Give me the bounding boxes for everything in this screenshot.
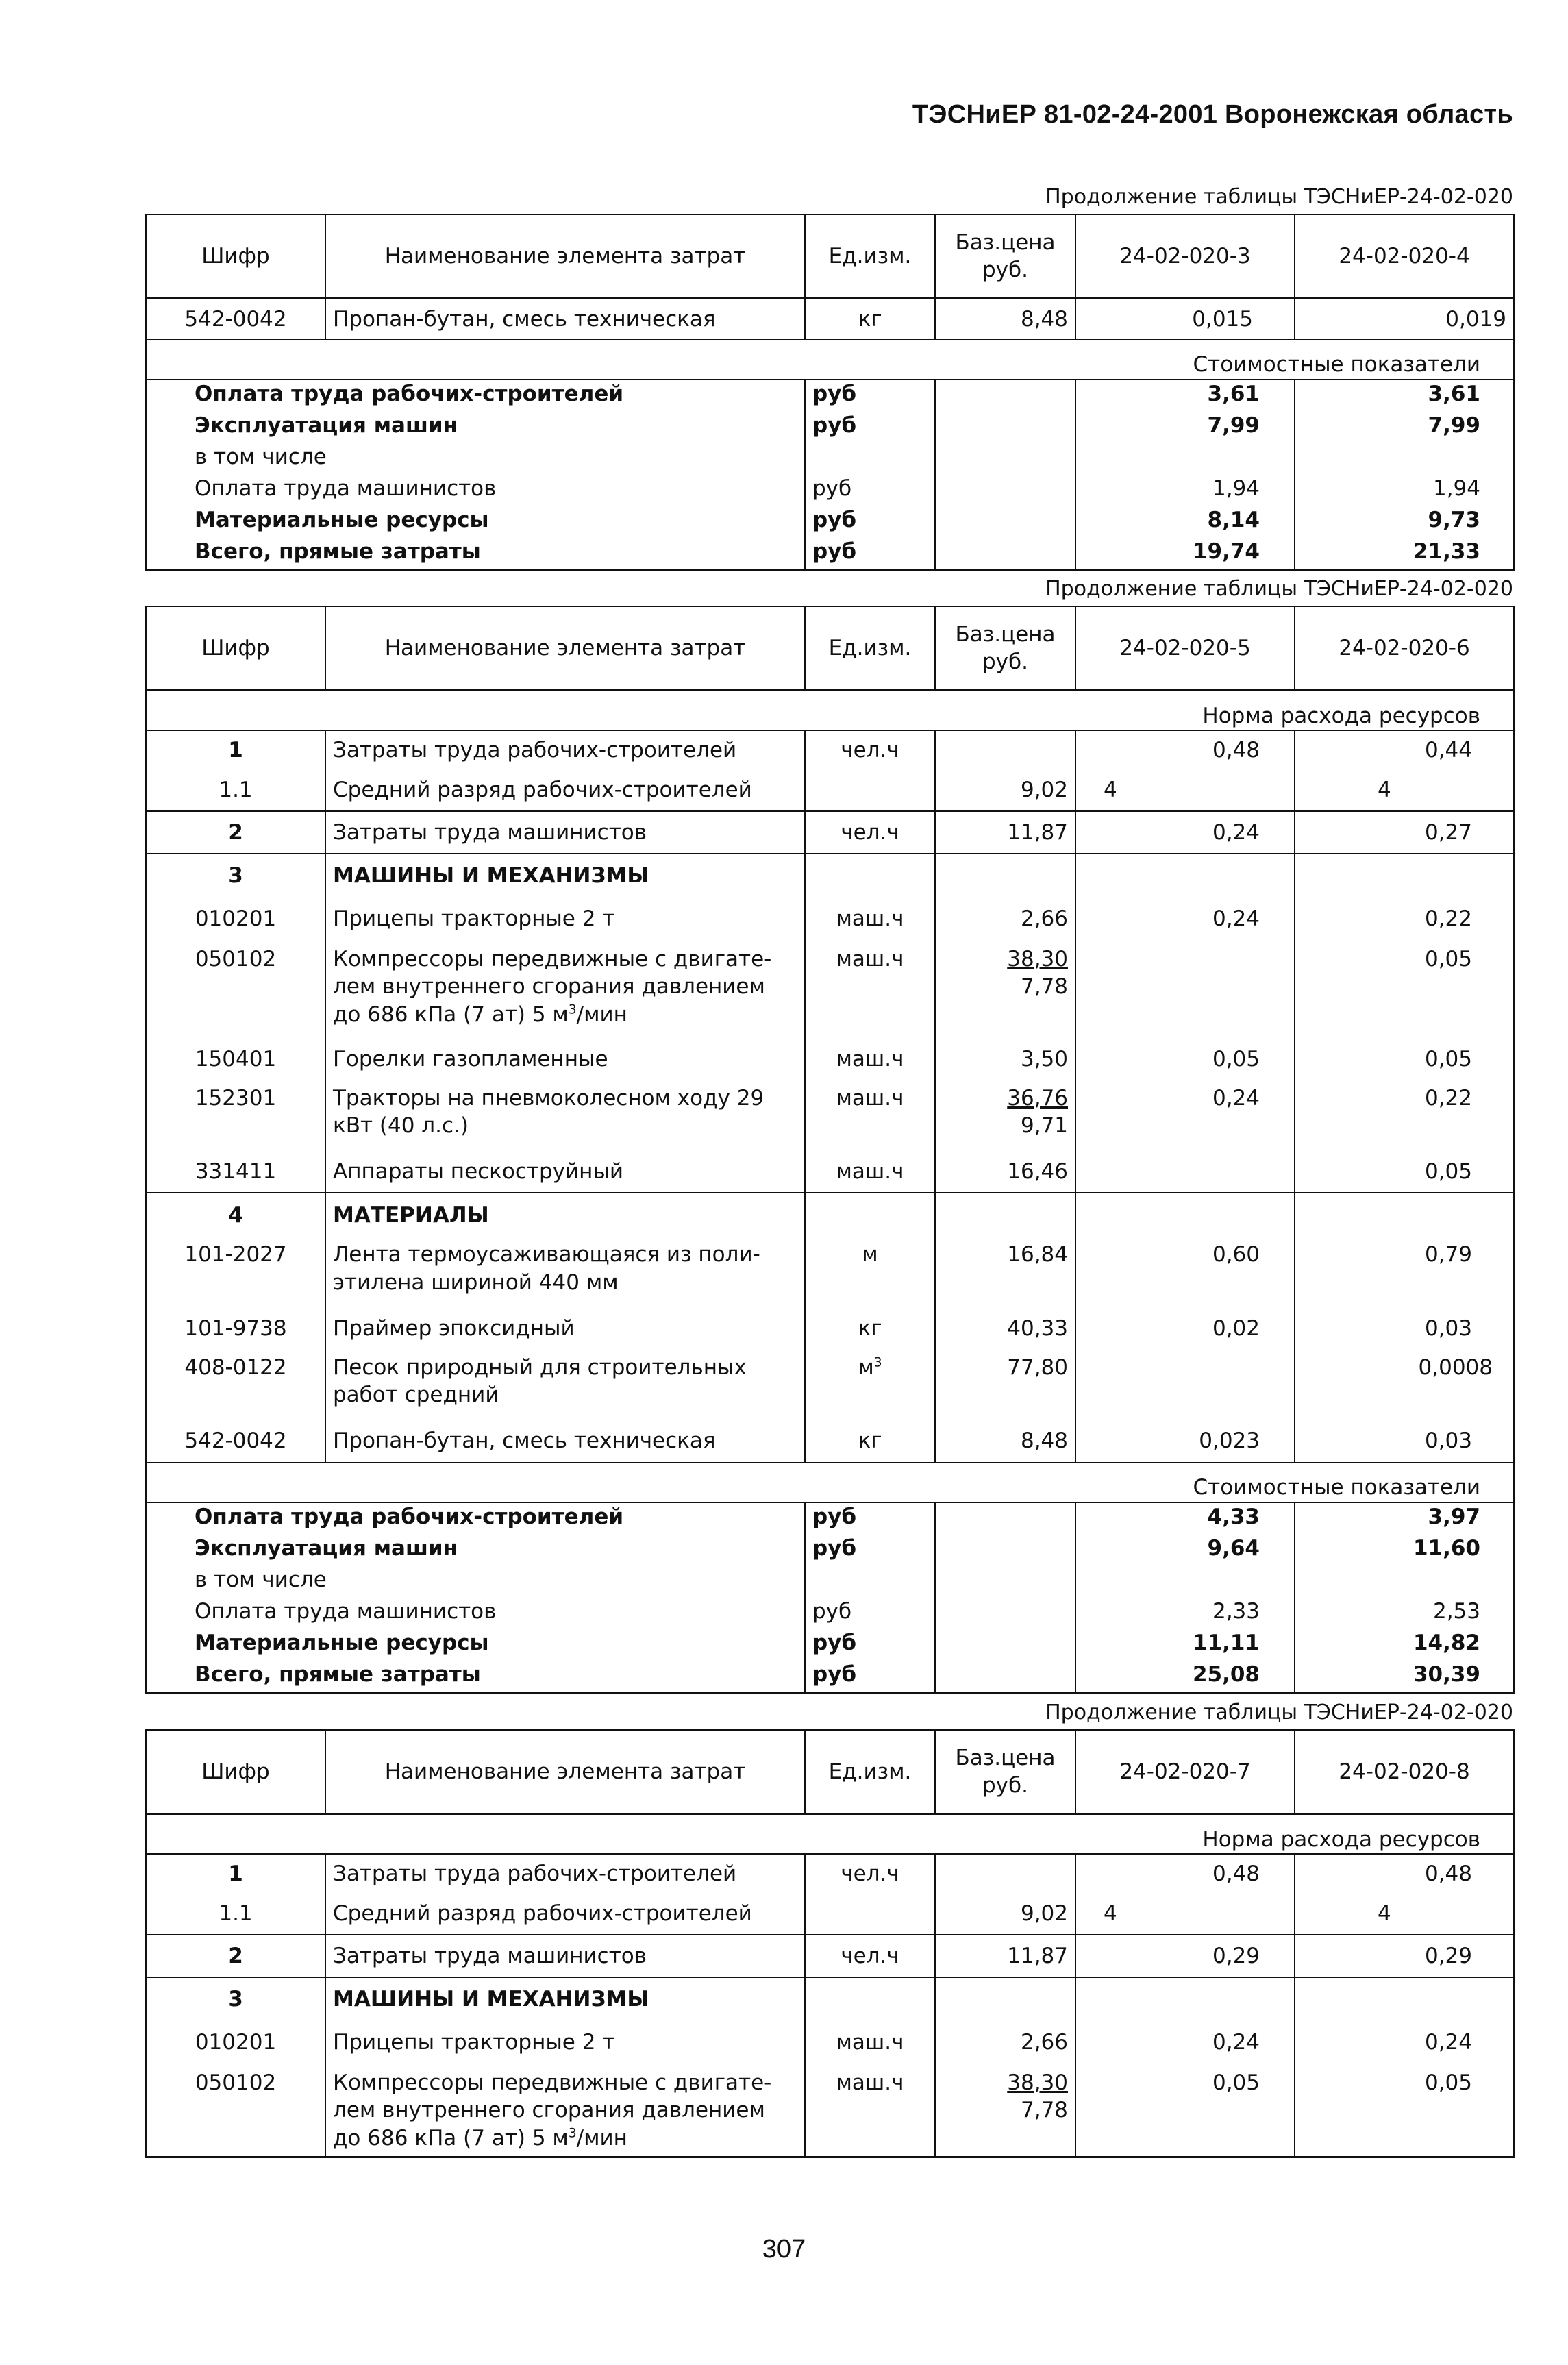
- row-name: Горелки газопламенные: [325, 1038, 805, 1080]
- row-name: [325, 2064, 805, 2157]
- summary-row: [146, 1566, 1514, 1598]
- row-name: Пропан-бутан, смесь техническая: [325, 299, 805, 340]
- col-header-a: 24-02-020-3: [1075, 214, 1295, 299]
- row-code: 3: [146, 1977, 325, 2021]
- row-value-a: 0,05: [1075, 1038, 1295, 1080]
- summary-label: Оплата труда рабочих-строителей: [146, 380, 805, 412]
- summary-value-b: 7,99: [1295, 412, 1514, 443]
- row-unit: маш.ч: [805, 1038, 935, 1080]
- col-header-a: 24-02-020-7: [1075, 1730, 1295, 1814]
- row-unit: чел.ч: [805, 1854, 935, 1894]
- summary-empty: [935, 1629, 1075, 1661]
- row-value-a: 4: [1075, 1894, 1295, 1935]
- summary-unit: руб: [805, 1535, 935, 1566]
- summary-empty: [935, 475, 1075, 506]
- table-row: [146, 1307, 1514, 1350]
- row-code: 150401: [146, 1038, 325, 1080]
- summary-label: Всего, прямые затраты: [146, 538, 805, 571]
- row-name-line: этилена шириной 440 мм: [333, 1270, 619, 1295]
- row-code: 1: [146, 730, 325, 770]
- row-name-line: до 686 кПа (7 ат) 5 $м^3$/мин: [333, 1002, 627, 1027]
- table-row: [146, 1894, 1514, 1935]
- summary-label: Всего, прямые затраты: [146, 1661, 805, 1694]
- row-code: 2: [146, 811, 325, 854]
- row-value-b: 0,44: [1295, 730, 1514, 770]
- row-name: Аппараты пескоструйный: [325, 1150, 805, 1193]
- row-code: 101-2027: [146, 1237, 325, 1307]
- table-row: [146, 1977, 1514, 2021]
- page-number: 307: [762, 2235, 806, 2264]
- row-value-a: 0,023: [1075, 1420, 1295, 1463]
- summary-value-b: 14,82: [1295, 1629, 1514, 1661]
- col-header-unit: Ед.изм.: [805, 214, 935, 299]
- summary-value-a: 11,11: [1075, 1629, 1295, 1661]
- row-unit: кг: [805, 1307, 935, 1350]
- row-value-b: 0,05: [1295, 1150, 1514, 1193]
- summary-unit: руб: [805, 506, 935, 538]
- row-code: 050102: [146, 940, 325, 1038]
- row-price: 9,02: [935, 770, 1075, 811]
- row-price: [935, 940, 1075, 1038]
- summary-unit: руб: [805, 1629, 935, 1661]
- summary-row: [146, 412, 1514, 443]
- summary-value-a: 25,08: [1075, 1661, 1295, 1694]
- row-name-line: Тракторы на пневмоколесном ходу 29: [333, 1085, 764, 1111]
- summary-row: [146, 1661, 1514, 1694]
- section-label-costs: Стоимостные показатели: [146, 1463, 1514, 1502]
- summary-row: [146, 506, 1514, 538]
- col-header-code: Шифр: [146, 606, 325, 691]
- summary-value-a: 3,61: [1075, 380, 1295, 412]
- summary-row: [146, 1502, 1514, 1535]
- summary-value-a: 9,64: [1075, 1535, 1295, 1566]
- table-header-row: [146, 214, 1514, 299]
- row-value-a: 0,015: [1075, 299, 1295, 340]
- row-value-a: 0,24: [1075, 811, 1295, 854]
- row-value-a: 0,29: [1075, 1935, 1295, 1977]
- row-code: 408-0122: [146, 1350, 325, 1420]
- summary-empty: [935, 506, 1075, 538]
- row-name: Затраты труда машинистов: [325, 811, 805, 854]
- table-row: [146, 1038, 1514, 1080]
- row-value-a: 0,48: [1075, 730, 1295, 770]
- table-row: [146, 897, 1514, 940]
- summary-value-a: 19,74: [1075, 538, 1295, 571]
- summary-value-b: 9,73: [1295, 506, 1514, 538]
- row-unit: м: [805, 1237, 935, 1307]
- summary-unit: руб: [805, 1502, 935, 1535]
- row-value-b: 4: [1295, 770, 1514, 811]
- row-price-operator: 7,78: [1020, 2098, 1068, 2123]
- summary-value-a: 7,99: [1075, 412, 1295, 443]
- summary-empty: [935, 1535, 1075, 1566]
- section-label-costs: Стоимостные показатели: [146, 340, 1514, 380]
- table-row: [146, 1193, 1514, 1237]
- row-unit: маш.ч: [805, 2064, 935, 2157]
- row-unit: $м^3$: [805, 1350, 935, 1420]
- row-value-b: 0,22: [1295, 1080, 1514, 1151]
- row-value-b: 0,22: [1295, 897, 1514, 940]
- summary-unit: руб: [805, 412, 935, 443]
- table-row: [146, 1080, 1514, 1151]
- row-price-main: 38,30: [1007, 2070, 1068, 2095]
- col-header-code: Шифр: [146, 1730, 325, 1814]
- summary-empty: [935, 1502, 1075, 1535]
- row-unit: кг: [805, 299, 935, 340]
- row-name-line: Песок природный для строительных: [333, 1355, 747, 1380]
- row-value-b: 0,05: [1295, 1038, 1514, 1080]
- summary-label: Материальные ресурсы: [146, 1629, 805, 1661]
- row-price: 16,46: [935, 1150, 1075, 1193]
- col-header-name: Наименование элемента затрат: [325, 606, 805, 691]
- summary-row: [146, 475, 1514, 506]
- row-code: 4: [146, 1193, 325, 1237]
- table-row: [146, 2021, 1514, 2064]
- col-header-code: Шифр: [146, 214, 325, 299]
- row-price: 16,84: [935, 1237, 1075, 1307]
- row-price: 40,33: [935, 1307, 1075, 1350]
- col-header-price: Баз.цена руб.: [935, 1730, 1075, 1814]
- row-code: 1.1: [146, 770, 325, 811]
- table-header-row: [146, 1730, 1514, 1814]
- row-price: 9,02: [935, 1894, 1075, 1935]
- row-code: 1: [146, 1854, 325, 1894]
- row-value-a: 0,24: [1075, 2021, 1295, 2064]
- row-code: 010201: [146, 897, 325, 940]
- row-value-b: 0,03: [1295, 1307, 1514, 1350]
- table-caption: Продолжение таблицы ТЭСНиЕР-24-02-020: [1045, 185, 1513, 209]
- row-code: 542-0042: [146, 299, 325, 340]
- norms-table-1: [145, 214, 1515, 571]
- summary-unit: руб: [805, 475, 935, 506]
- col-header-price: Баз.цена руб.: [935, 606, 1075, 691]
- summary-unit: руб: [805, 380, 935, 412]
- summary-value-b: 30,39: [1295, 1661, 1514, 1694]
- row-name: [325, 1237, 805, 1307]
- row-price-operator: 7,78: [1020, 974, 1068, 1000]
- row-value-b: 0,29: [1295, 1935, 1514, 1977]
- summary-row: [146, 538, 1514, 571]
- summary-unit: руб: [805, 538, 935, 571]
- table-row: [146, 2064, 1514, 2157]
- row-value-b: 0,03: [1295, 1420, 1514, 1463]
- section-row: [146, 691, 1514, 731]
- row-code: 1.1: [146, 1894, 325, 1935]
- row-price-main: 36,76: [1007, 1085, 1068, 1111]
- col-header-a: 24-02-020-5: [1075, 606, 1295, 691]
- table-header-row: [146, 606, 1514, 691]
- row-name-line: работ средний: [333, 1383, 499, 1408]
- row-value-a: 4: [1075, 770, 1295, 811]
- row-code: 152301: [146, 1080, 325, 1151]
- summary-unit: руб: [805, 1661, 935, 1694]
- section-row: [146, 1463, 1514, 1502]
- summary-value-b: 11,60: [1295, 1535, 1514, 1566]
- row-price: 3,50: [935, 1038, 1075, 1080]
- summary-value-b: 1,94: [1295, 475, 1514, 506]
- col-header-unit: Ед.изм.: [805, 1730, 935, 1814]
- document-header: ТЭСНиЕР 81-02-24-2001 Воронежская область: [912, 100, 1513, 129]
- table-row: [146, 1854, 1514, 1894]
- row-value-a: 0,48: [1075, 1854, 1295, 1894]
- row-price: 77,80: [935, 1350, 1075, 1420]
- row-price-operator: 9,71: [1020, 1113, 1068, 1139]
- table-row: [146, 1420, 1514, 1463]
- summary-value-b: 21,33: [1295, 538, 1514, 571]
- row-value-a: 0,60: [1075, 1237, 1295, 1307]
- row-code: 3: [146, 854, 325, 897]
- row-unit: чел.ч: [805, 811, 935, 854]
- summary-row: [146, 1598, 1514, 1629]
- norms-table-2: [145, 606, 1515, 1694]
- table-row: [146, 299, 1514, 340]
- group-title: МАШИНЫ И МЕХАНИЗМЫ: [325, 1977, 805, 2021]
- table-row: [146, 1237, 1514, 1307]
- row-unit: маш.ч: [805, 940, 935, 1038]
- row-price: [935, 1080, 1075, 1151]
- table-row: [146, 1350, 1514, 1420]
- table-row: [146, 770, 1514, 811]
- row-code: 010201: [146, 2021, 325, 2064]
- row-unit: маш.ч: [805, 897, 935, 940]
- row-value-b: 0,27: [1295, 811, 1514, 854]
- row-price: 11,87: [935, 1935, 1075, 1977]
- summary-unit: руб: [805, 1598, 935, 1629]
- col-header-name: Наименование элемента затрат: [325, 214, 805, 299]
- summary-label: Материальные ресурсы: [146, 506, 805, 538]
- table-row: [146, 940, 1514, 1038]
- row-name: Средний разряд рабочих-строителей: [325, 1894, 805, 1935]
- summary-value-a: 8,14: [1075, 506, 1295, 538]
- summary-value-a: 4,33: [1075, 1502, 1295, 1535]
- section-row: [146, 340, 1514, 380]
- summary-label: Эксплуатация машин: [146, 1535, 805, 1566]
- row-code: 050102: [146, 2064, 325, 2157]
- summary-value-b: 3,97: [1295, 1502, 1514, 1535]
- table-row: [146, 1150, 1514, 1193]
- row-name: Затраты труда рабочих-строителей: [325, 1854, 805, 1894]
- row-name-line: Компрессоры передвижные с двигате-: [333, 947, 772, 971]
- row-name: Пропан-бутан, смесь техническая: [325, 1420, 805, 1463]
- summary-row: [146, 380, 1514, 412]
- row-value-b: 0,019: [1295, 299, 1514, 340]
- summary-label: в том числе: [146, 1566, 805, 1598]
- row-name: [325, 1350, 805, 1420]
- row-name: Затраты труда машинистов: [325, 1935, 805, 1977]
- col-header-b: 24-02-020-4: [1295, 214, 1514, 299]
- summary-row: [146, 1629, 1514, 1661]
- col-header-name: Наименование элемента затрат: [325, 1730, 805, 1814]
- row-name: Прицепы тракторные 2 т: [325, 897, 805, 940]
- row-code: 331411: [146, 1150, 325, 1193]
- row-price: 2,66: [935, 897, 1075, 940]
- row-price-main: 38,30: [1007, 947, 1068, 971]
- summary-label: Эксплуатация машин: [146, 412, 805, 443]
- summary-label: Оплата труда рабочих-строителей: [146, 1502, 805, 1535]
- row-unit: маш.ч: [805, 1150, 935, 1193]
- row-name-line: лем внутреннего сгорания давлением: [333, 2098, 765, 2123]
- row-code: 542-0042: [146, 1420, 325, 1463]
- summary-empty: [935, 538, 1075, 571]
- summary-label: Оплата труда машинистов: [146, 1598, 805, 1629]
- row-value-a: 0,05: [1075, 2064, 1295, 2157]
- row-name: Средний разряд рабочих-строителей: [325, 770, 805, 811]
- summary-label: Оплата труда машинистов: [146, 475, 805, 506]
- summary-empty: [935, 1598, 1075, 1629]
- row-value-b: 0,0008: [1295, 1350, 1514, 1420]
- row-name: [325, 940, 805, 1038]
- table-row: [146, 1935, 1514, 1977]
- row-name: Праймер эпоксидный: [325, 1307, 805, 1350]
- row-value-b: 0,48: [1295, 1854, 1514, 1894]
- summary-value-a: 2,33: [1075, 1598, 1295, 1629]
- group-title: МАТЕРИАЛЫ: [325, 1193, 805, 1237]
- row-value-a: 0,02: [1075, 1307, 1295, 1350]
- row-name-line: Лента термоусаживающаяся из поли-: [333, 1242, 760, 1267]
- table-caption: Продолжение таблицы ТЭСНиЕР-24-02-020: [1045, 577, 1513, 601]
- row-value-a: 0,24: [1075, 1080, 1295, 1151]
- row-code: 2: [146, 1935, 325, 1977]
- section-label-norms: Норма расхода ресурсов: [146, 691, 1514, 731]
- row-value-b: 0,24: [1295, 2021, 1514, 2064]
- row-unit: маш.ч: [805, 1080, 935, 1151]
- row-unit: маш.ч: [805, 2021, 935, 2064]
- row-price: 11,87: [935, 811, 1075, 854]
- row-unit: чел.ч: [805, 1935, 935, 1977]
- table-row: [146, 811, 1514, 854]
- row-name-line: лем внутреннего сгорания давлением: [333, 974, 765, 1000]
- col-header-b: 24-02-020-6: [1295, 606, 1514, 691]
- row-price: 2,66: [935, 2021, 1075, 2064]
- row-value-b: 0,79: [1295, 1237, 1514, 1307]
- row-unit: кг: [805, 1420, 935, 1463]
- summary-row: [146, 1535, 1514, 1566]
- norms-table-3: [145, 1729, 1515, 2158]
- summary-empty: [935, 1661, 1075, 1694]
- row-unit: чел.ч: [805, 730, 935, 770]
- row-name-line: Компрессоры передвижные с двигате-: [333, 2070, 772, 2095]
- col-header-b: 24-02-020-8: [1295, 1730, 1514, 1814]
- row-name: [325, 1080, 805, 1151]
- summary-empty: [935, 380, 1075, 412]
- summary-label: в том числе: [146, 443, 805, 475]
- row-name-line: до 686 кПа (7 ат) 5 $м^3$/мин: [333, 2125, 627, 2151]
- row-name: Затраты труда рабочих-строителей: [325, 730, 805, 770]
- row-value-a: 0,24: [1075, 897, 1295, 940]
- table-caption: Продолжение таблицы ТЭСНиЕР-24-02-020: [1045, 1700, 1513, 1724]
- col-header-price: Баз.цена руб.: [935, 214, 1075, 299]
- row-price: 8,48: [935, 299, 1075, 340]
- section-label-norms: Норма расхода ресурсов: [146, 1814, 1514, 1855]
- summary-row: [146, 443, 1514, 475]
- table-row: [146, 730, 1514, 770]
- row-value-b: 4: [1295, 1894, 1514, 1935]
- summary-value-b: 2,53: [1295, 1598, 1514, 1629]
- group-title: МАШИНЫ И МЕХАНИЗМЫ: [325, 854, 805, 897]
- row-code: 101-9738: [146, 1307, 325, 1350]
- row-value-b: 0,05: [1295, 2064, 1514, 2157]
- row-value-b: 0,05: [1295, 940, 1514, 1038]
- table-row: [146, 854, 1514, 897]
- row-price: [935, 2064, 1075, 2157]
- summary-empty: [935, 412, 1075, 443]
- row-price: 8,48: [935, 1420, 1075, 1463]
- section-row: [146, 1814, 1514, 1855]
- row-name-line: кВт (40 л.с.): [333, 1113, 469, 1139]
- row-name: Прицепы тракторные 2 т: [325, 2021, 805, 2064]
- summary-value-a: 1,94: [1075, 475, 1295, 506]
- summary-value-b: 3,61: [1295, 380, 1514, 412]
- col-header-unit: Ед.изм.: [805, 606, 935, 691]
